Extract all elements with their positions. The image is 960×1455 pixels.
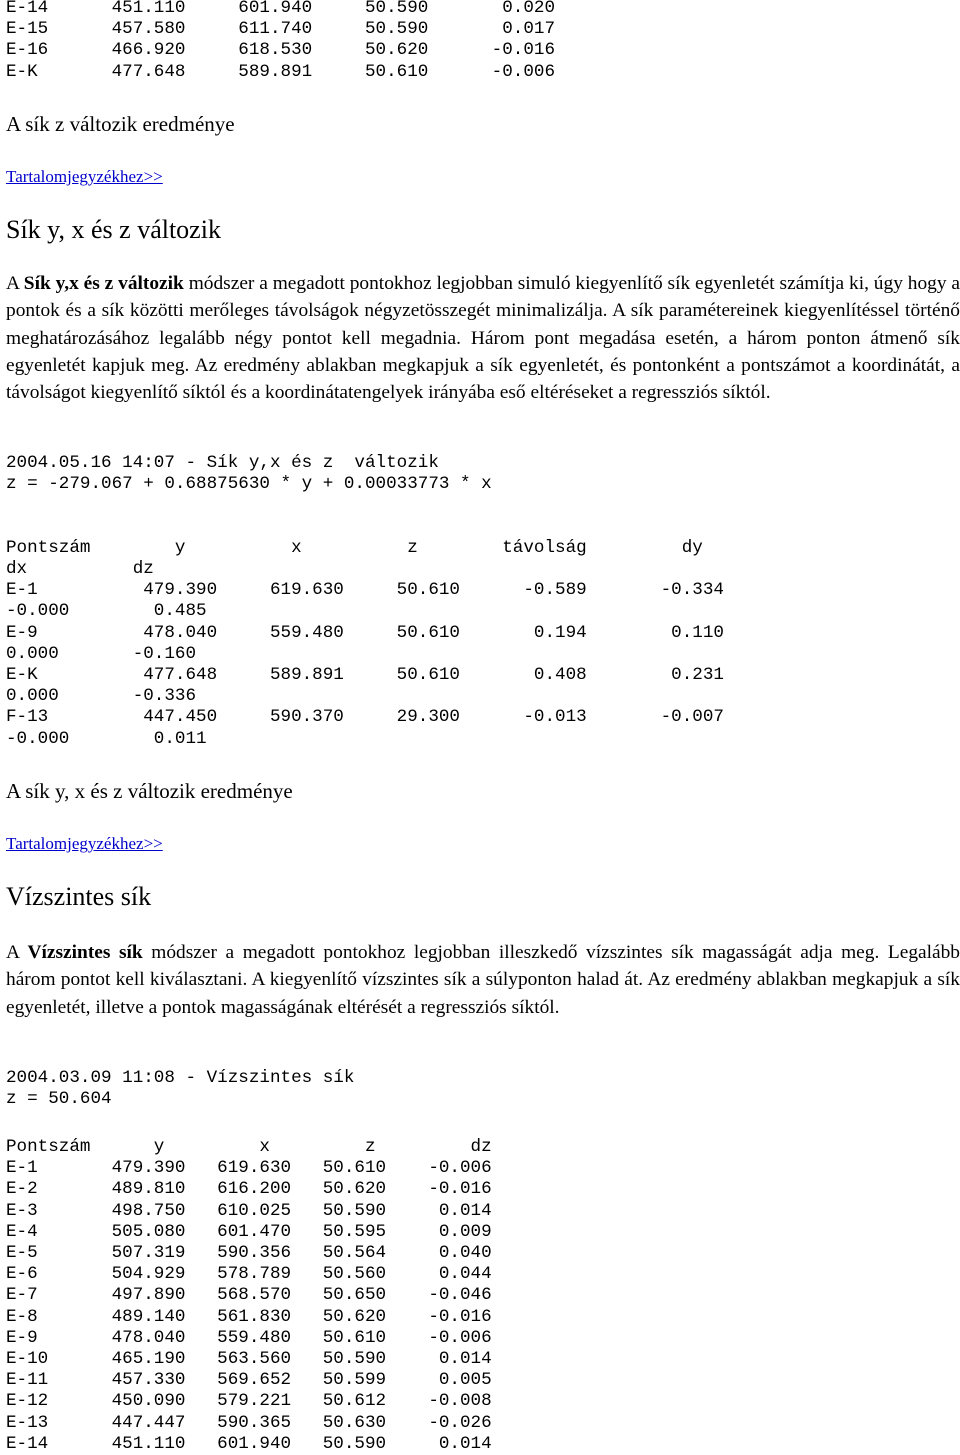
section2-result-output: 2004.05.16 14:07 - Sík y,x és z változik z = -279.067 + 0.68875630 * y + 0.00033773 * x Pontszám y x z távolság dy dx dz E-1 479.390 619.630 50.610 -0.589 -0.334 -0.000 0.485 E-9 478.040 559.480 50.610 0.194 0.110 0.000 -0.160 E-K 477.648 589.891 50.610 0.408 0.231 0.000 -0.336 F-13 447.450 590.370 29.300 -0.013 -0.007 -0.000 0.011 xyxy=(6,453,724,749)
section2-title: Sík y, x és z változik xyxy=(6,215,221,244)
section3-result-header: 2004.03.09 11:08 - Vízszintes sík z = 50.604 xyxy=(6,1068,355,1110)
section3-result-table: Pontszám y x z dz E-1 479.390 619.630 50.610 -0.006 E-2 489.810 616.200 50.620 -0.016 E-3 498.750 610.025 50.590 0.014 E-4 505.080 601.470 50.595 0.009 E-5 507.319 590.356 50.564 0.040 E-6 504.929 578.789 50.560 0.044 E-7 497.890 568.570 50.650 -0.046 E-8 489.140 561.830 50.620 -0.016 E-9 478.040 559.480 50.610 -0.006 E-10 465.190 563.560 50.590 0.014 E-11 457.330 569.652 50.599 0.005 E-12 450.090 579.221 50.612 -0.008 E-13 447.447 590.365 50.630 -0.026 E-14 451.110 601.940 50.590 0.014 xyxy=(6,1137,492,1454)
toc-link-2[interactable]: Tartalomjegyzékhez>> xyxy=(6,834,163,853)
toc-link-1[interactable]: Tartalomjegyzékhez>> xyxy=(6,167,163,186)
section2-desc-method: Sík y,x és z változik xyxy=(23,273,184,294)
section2-desc-body: módszer a megadott pontokhoz legjobban simuló kiegyenlítő sík egyenletét számítja ki, úgy hogy a pontok és a sík közötti merőleges távolságok négyzetösszegét minimalizálja. A sík paramétereinek kiegyenlítéssel történő meghatározásához legalább négy pontot kell megadnia. Három pont megadása esetén, a három ponton átmenő sík egyenletét kapjuk meg. Az eredmény ablakban megkapjuk a sík egyenletét, és pontonként a pontszámot a koordinátát, a távolságot kiegyenlítő síktól és a koordinátatengelyek irányába eső eltéréseket a regressziós síktól. xyxy=(6,273,960,404)
section3-description xyxy=(6,939,960,1021)
section3-title: Vízszintes sík xyxy=(6,882,152,911)
section1-result-caption: A sík z változik eredménye xyxy=(6,112,235,136)
previous-result-table-tail: E-14 451.110 601.940 50.590 0.020 E-15 457.580 611.740 50.590 0.017 E-16 466.920 618.530 50.620 -0.016 E-K 477.648 589.891 50.610 -0.006 xyxy=(6,0,556,82)
section2-description xyxy=(6,270,960,406)
section2-result-caption: A sík y, x és z változik eredménye xyxy=(6,779,293,803)
section3-desc-method: Vízszintes sík xyxy=(27,942,143,963)
section3-desc-lead: A xyxy=(6,942,28,963)
section2-desc-lead: A xyxy=(6,273,24,294)
section3-desc-body: módszer a megadott pontokhoz legjobban illeszkedő vízszintes sík magasságát adja meg. Legalább három pontot kell kiválasztani. A kiegyenlítő vízszintes sík a súlyponton halad át. Az eredmény ablakban megkapjuk a sík egyenletét, illetve a pontok magasságának eltérését a regressziós síktól. xyxy=(6,942,960,1018)
